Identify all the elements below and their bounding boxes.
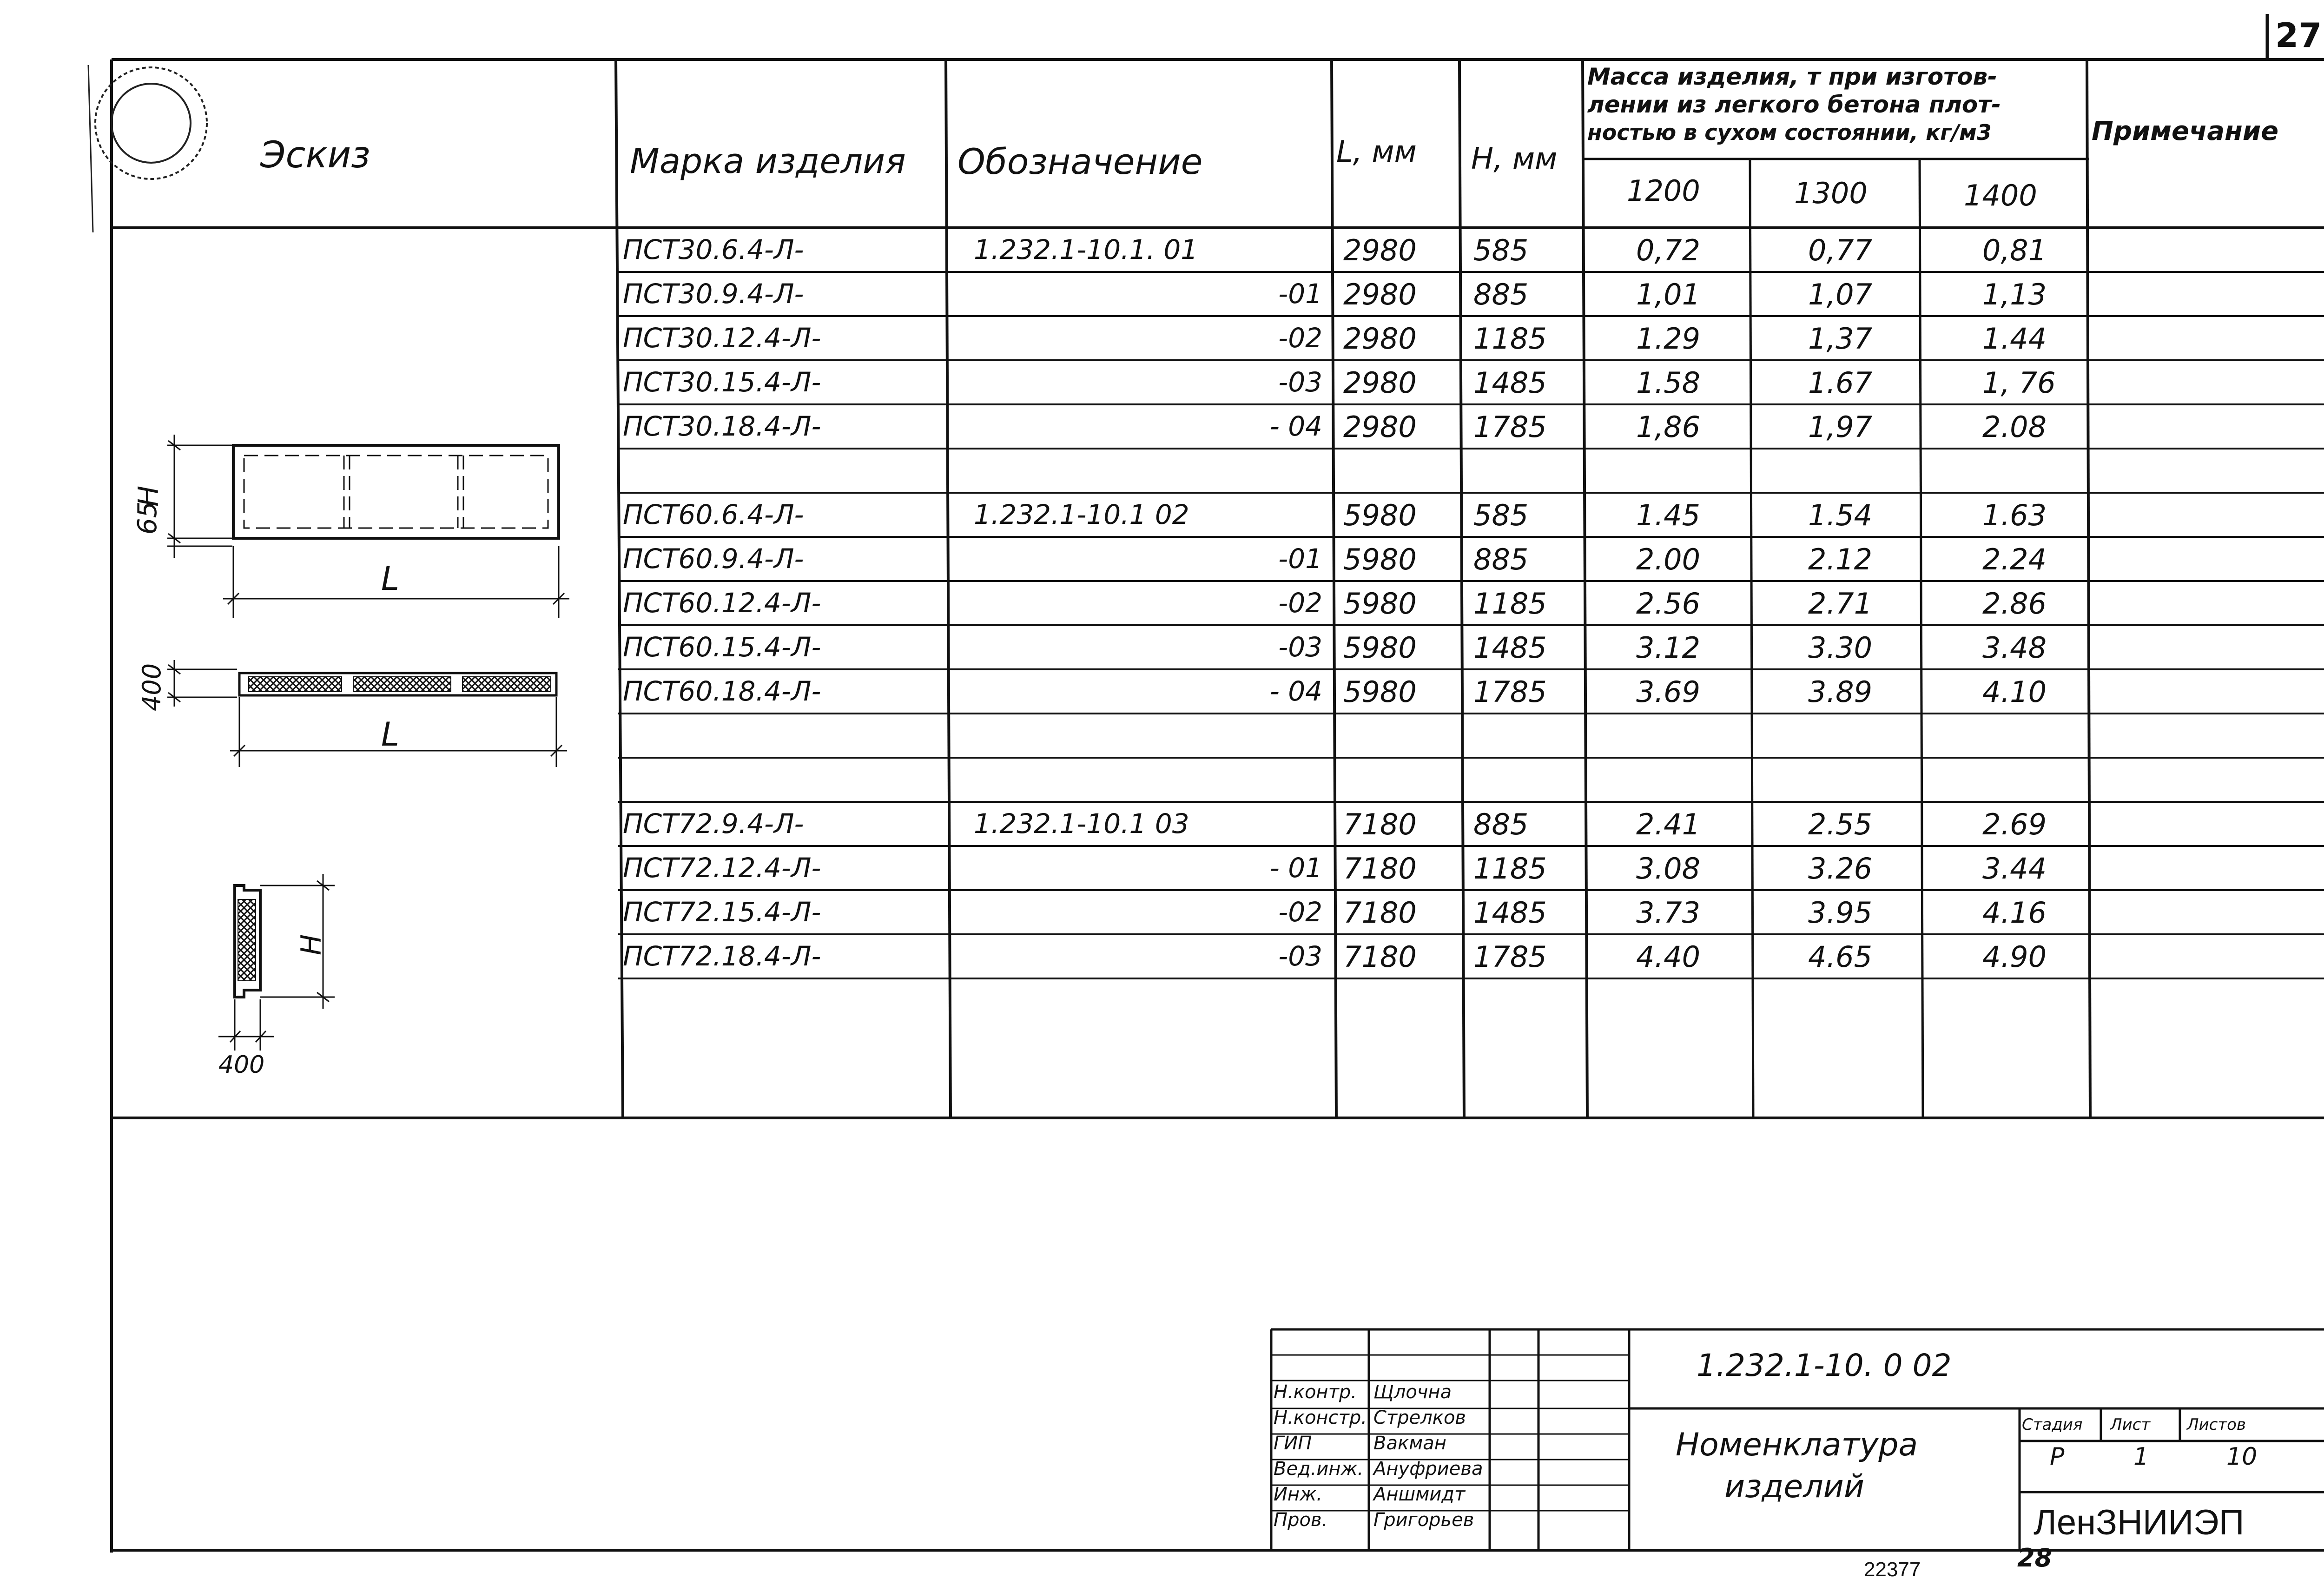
- table-cell-m1: 1,86: [1636, 410, 1701, 444]
- table-cell-m1: 3.73: [1636, 896, 1701, 930]
- stage-label: Стадия: [2022, 1415, 2083, 1434]
- table-cell-designation: -02: [1278, 896, 1322, 928]
- table-cell-m3: 2.69: [1982, 807, 2047, 841]
- table-cell-L: 2980: [1343, 366, 1417, 400]
- table-cell-L: 7180: [1343, 807, 1417, 841]
- table-cell-m3: 1.63: [1982, 498, 2047, 532]
- header-density-1400: 1400: [1964, 178, 2037, 212]
- table-cell-m2: 1.54: [1808, 498, 1873, 532]
- dim-400-label: 400: [137, 663, 166, 711]
- table-cell-m2: 1,97: [1808, 410, 1873, 444]
- table-cell-designation: - 04: [1269, 410, 1322, 442]
- header-height: H, мм: [1471, 142, 1558, 176]
- table-cell-m2: 2.71: [1808, 587, 1873, 621]
- header-mass-line2: лении из легкого бетона плот-: [1587, 91, 2001, 118]
- signer-role: ГИП: [1274, 1433, 1312, 1454]
- signer-name: Вакман: [1373, 1433, 1446, 1454]
- table-cell-H: 1785: [1473, 940, 1547, 974]
- table-cell-L: 5980: [1343, 542, 1417, 576]
- table-cell-L: 5980: [1343, 631, 1417, 665]
- table-cell-designation: -03: [1278, 940, 1322, 972]
- table-cell-H: 885: [1473, 278, 1529, 311]
- table-cell-m1: 1.29: [1636, 322, 1701, 356]
- table-cell-L: 5980: [1343, 498, 1417, 532]
- table-cell-m3: 2.24: [1982, 542, 2047, 576]
- sheet-label: Лист: [2110, 1415, 2151, 1434]
- table-cell-designation: 1.232.1-10.1 02: [974, 499, 1189, 530]
- table-cell-L: 7180: [1343, 896, 1417, 930]
- table-cell-H: 1785: [1473, 675, 1547, 709]
- table-cell-m2: 4.65: [1808, 940, 1873, 974]
- table-cell-H: 585: [1473, 233, 1529, 267]
- table-cell-m3: 2.08: [1982, 410, 2047, 444]
- table-cell-H: 1485: [1473, 366, 1547, 400]
- table-cell-H: 585: [1473, 498, 1529, 532]
- table-cell-L: 5980: [1343, 675, 1417, 709]
- table-cell-H: 1185: [1473, 852, 1547, 886]
- table-cell-m3: 3.44: [1982, 852, 2047, 886]
- table-cell-m1: 3.08: [1636, 852, 1701, 886]
- table-cell-m1: 1.45: [1636, 498, 1701, 532]
- table-cell-designation: 1.232.1-10.1 03: [974, 808, 1189, 839]
- table-cell-L: 7180: [1343, 940, 1417, 974]
- table-cell-m1: 2.41: [1636, 807, 1701, 841]
- header-length: L, мм: [1336, 135, 1417, 169]
- approval-stamp: [88, 65, 207, 232]
- table-cell-L: 2980: [1343, 322, 1417, 356]
- table-cell-L: 5980: [1343, 587, 1417, 621]
- table-cell-H: 1485: [1473, 631, 1547, 665]
- signer-name: Щлочна: [1373, 1381, 1452, 1403]
- sheets-value: 10: [2226, 1443, 2258, 1471]
- table-cell-m3: 4.16: [1982, 896, 2047, 930]
- table-cell-mark: ПСТ72.9.4-Л-: [623, 808, 804, 839]
- table-cell-mark: ПСТ60.18.4-Л-: [623, 675, 821, 707]
- table-cell-designation: -01: [1278, 543, 1322, 575]
- header-mark: Марка изделия: [630, 141, 906, 181]
- table-cell-m3: 1,13: [1982, 278, 2047, 311]
- sheet-value: 1: [2133, 1443, 2149, 1471]
- table-cell-mark: ПСТ72.15.4-Л-: [623, 896, 821, 928]
- table-cell-designation: -01: [1278, 278, 1322, 310]
- header-mass-line3: ностью в сухом состоянии, кг/м3: [1587, 120, 1992, 145]
- title-line1: Номенклатура: [1676, 1427, 1918, 1463]
- sheets-label: Листов: [2187, 1415, 2246, 1434]
- table-cell-m1: 1,01: [1636, 278, 1701, 311]
- table-cell-m2: 0,77: [1808, 233, 1873, 267]
- signer-name: Аншмидт: [1373, 1484, 1466, 1505]
- table-cell-m2: 1,07: [1808, 278, 1873, 311]
- table-cell-m2: 3.26: [1808, 852, 1873, 886]
- header-mass-line1: Масса изделия, т при изготов-: [1587, 63, 1997, 90]
- table-cell-m2: 1,37: [1808, 322, 1873, 356]
- table-cell-H: 885: [1473, 542, 1529, 576]
- doc-code: 1.232.1-10. 0 02: [1697, 1348, 1952, 1383]
- table-cell-m3: 0,81: [1982, 233, 2047, 267]
- header-density-1200: 1200: [1627, 174, 1700, 208]
- table-cell-L: 2980: [1343, 278, 1417, 311]
- dim-65-label: 65: [132, 501, 163, 535]
- table-cell-m1: 2.00: [1636, 542, 1701, 576]
- signer-role: Пров.: [1274, 1509, 1328, 1531]
- table-cell-m1: 3.12: [1636, 631, 1701, 665]
- table-cell-mark: ПСТ30.9.4-Л-: [623, 278, 804, 310]
- table-cell-mark: ПСТ30.12.4-Л-: [623, 322, 821, 354]
- dim-l2-label: L: [381, 715, 399, 753]
- footer-number: 22377: [1864, 1558, 1921, 1581]
- table-cell-designation: - 01: [1269, 852, 1322, 884]
- table-cell-L: 2980: [1343, 410, 1417, 444]
- signer-name: Григорьев: [1373, 1509, 1474, 1531]
- table-cell-mark: ПСТ72.18.4-Л-: [623, 940, 821, 972]
- table-cell-mark: ПСТ72.12.4-Л-: [623, 852, 821, 884]
- table-cell-mark: ПСТ60.6.4-Л-: [623, 499, 804, 530]
- signer-role: Вед.инж.: [1274, 1458, 1364, 1480]
- table-cell-m2: 3.30: [1808, 631, 1873, 665]
- page-number: 27: [2275, 16, 2322, 55]
- table-cell-H: 1185: [1473, 587, 1547, 621]
- table-cell-mark: ПСТ30.6.4-Л-: [623, 234, 804, 265]
- table-cell-designation: -02: [1278, 322, 1322, 354]
- table-cell-H: 1485: [1473, 896, 1547, 930]
- table-cell-m3: 1.44: [1982, 322, 2047, 356]
- title-line2: изделий: [1724, 1468, 1865, 1505]
- table-cell-m1: 1.58: [1636, 366, 1701, 400]
- table-cell-m2: 2.55: [1808, 807, 1873, 841]
- table-cell-m2: 2.12: [1808, 542, 1873, 576]
- signer-role: Н.констр.: [1274, 1407, 1367, 1428]
- header-density-1300: 1300: [1794, 176, 1868, 210]
- table-cell-designation: -03: [1278, 631, 1322, 663]
- table-cell-m1: 0,72: [1636, 233, 1701, 267]
- signer-name: Ануфриева: [1373, 1458, 1483, 1480]
- table-cell-m3: 1, 76: [1982, 366, 2056, 400]
- dim-l-label: L: [381, 560, 399, 598]
- table-cell-m1: 4.40: [1636, 940, 1701, 974]
- signer-name: Стрелков: [1373, 1407, 1466, 1428]
- table-cell-m3: 4.90: [1982, 940, 2047, 974]
- signer-role: Инж.: [1274, 1484, 1322, 1505]
- table-cell-m2: 3.89: [1808, 675, 1873, 709]
- signer-role: Н.контр.: [1274, 1381, 1357, 1403]
- table-cell-mark: ПСТ30.18.4-Л-: [623, 410, 821, 442]
- table-cell-L: 7180: [1343, 852, 1417, 886]
- dim-h-label: H: [132, 485, 165, 507]
- table-cell-m3: 4.10: [1982, 675, 2047, 709]
- table-cell-H: 1785: [1473, 410, 1547, 444]
- table-cell-mark: ПСТ60.9.4-Л-: [623, 543, 804, 575]
- panel-elevation-sketch: [167, 435, 569, 618]
- header-note: Примечание: [2092, 116, 2279, 146]
- table-cell-m1: 2.56: [1636, 587, 1701, 621]
- panel-plan-sketch: [167, 660, 567, 767]
- table-cell-designation: 1.232.1-10.1. 01: [974, 234, 1198, 265]
- table-cell-L: 2980: [1343, 233, 1417, 267]
- table-cell-m3: 2.86: [1982, 587, 2047, 621]
- stage-value: Р: [2050, 1443, 2065, 1471]
- table-cell-m3: 3.48: [1982, 631, 2047, 665]
- dim-400b-label: 400: [218, 1051, 265, 1079]
- table-cell-mark: ПСТ60.15.4-Л-: [623, 631, 821, 663]
- table-cell-m2: 1.67: [1808, 366, 1873, 400]
- panel-section-sketch: [218, 874, 335, 1051]
- header-designation: Обозначение: [957, 141, 1203, 182]
- dim-h2-label: H: [295, 934, 328, 955]
- header-sketch: Эскиз: [260, 134, 370, 176]
- table-cell-designation: - 04: [1269, 675, 1322, 707]
- table-cell-mark: ПСТ60.12.4-Л-: [623, 587, 821, 619]
- bottom-number: 28: [2017, 1543, 2053, 1573]
- table-cell-designation: -02: [1278, 587, 1322, 619]
- table-cell-m1: 3.69: [1636, 675, 1701, 709]
- table-cell-mark: ПСТ30.15.4-Л-: [623, 366, 821, 398]
- table-cell-m2: 3.95: [1808, 896, 1873, 930]
- table-cell-H: 885: [1473, 807, 1529, 841]
- table-cell-designation: -03: [1278, 366, 1322, 398]
- table-cell-H: 1185: [1473, 322, 1547, 356]
- organization: ЛенЗНИИЭП: [2034, 1503, 2245, 1542]
